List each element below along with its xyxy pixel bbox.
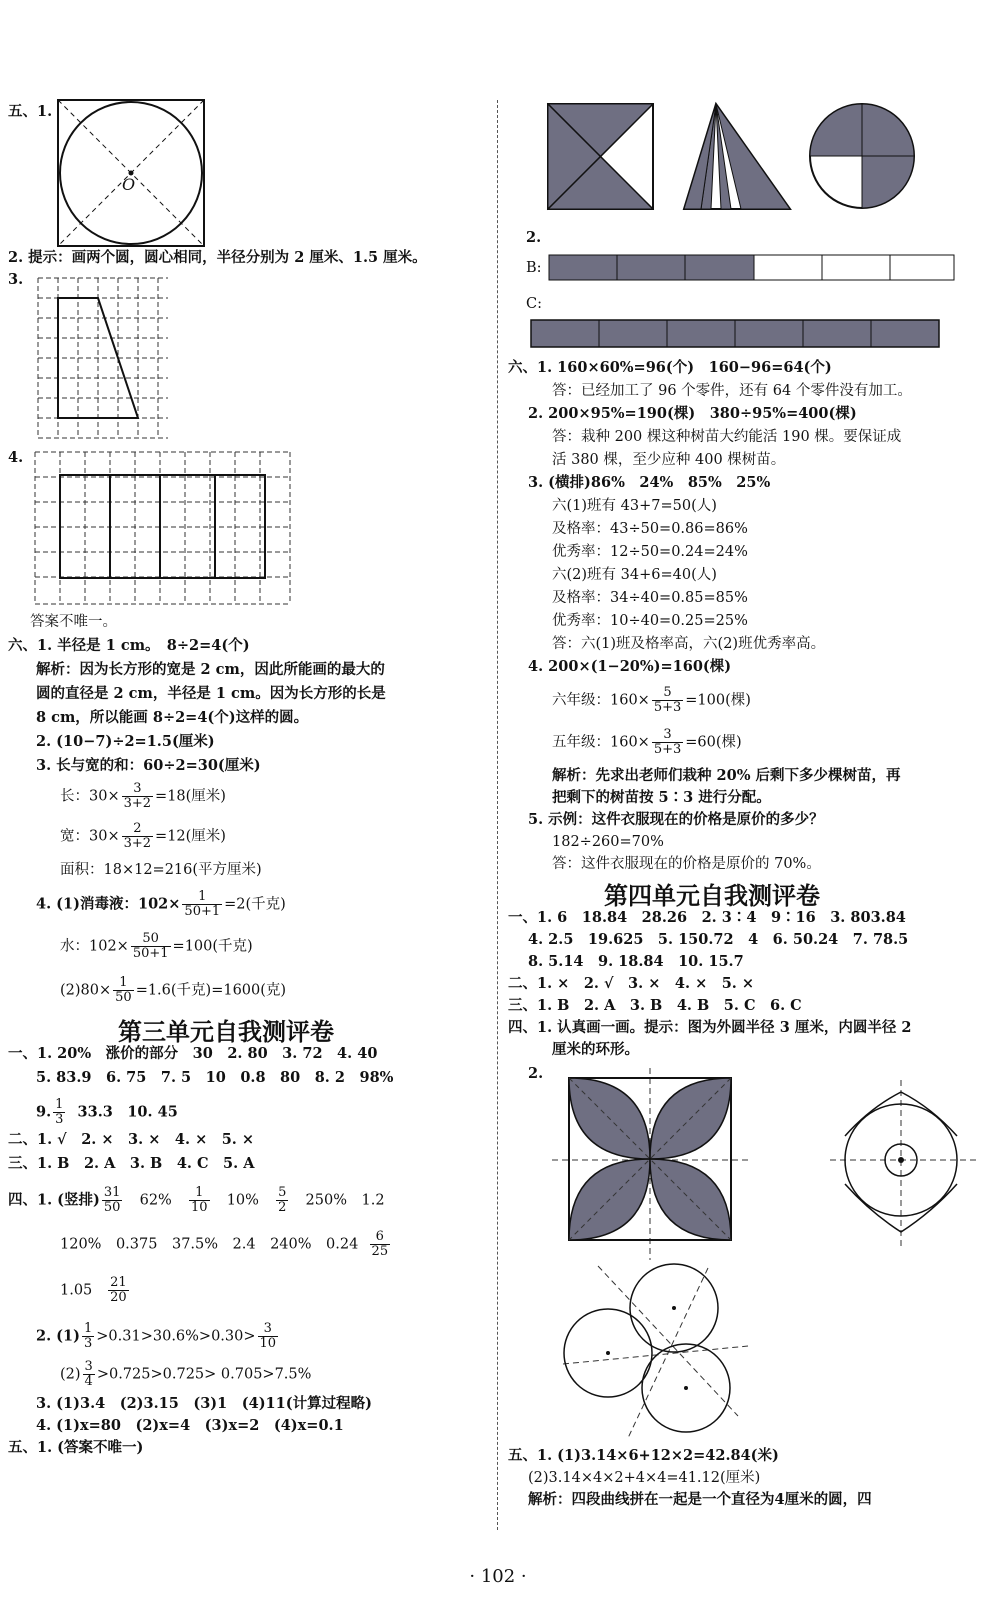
fraction: $\frac{1}{3}$ bbox=[84, 1321, 93, 1351]
r-liu-2-answer-1: 答：栽种 200 棵这种树苗大约能活 190 棵。要保证成 bbox=[552, 429, 902, 445]
u3-yi-5: 5. 83.9 6. 75 7. 5 10 0.8 80 8. 2 98% bbox=[36, 1069, 394, 1086]
u4-wu-1: 五、1. (1)3.14×6+12×2=42.84(米) bbox=[508, 1447, 779, 1464]
r-liu-3-d: 六(2)班有 34+6=40(人) bbox=[552, 567, 717, 583]
kuan-calc: 宽：30× $\frac{2}{3+2}$ =12(厘米) bbox=[60, 821, 226, 851]
u3-si-2-1: 2. (1) $\frac{1}{3}$ >0.31>30.6%>0.30> $\frac{3}{10}$ bbox=[36, 1321, 277, 1351]
liu-4b: (2)80× $\frac{1}{50}$ =1.6(千克)=1600(克) bbox=[60, 975, 287, 1005]
u3-yi-9: 9. $\frac{1}{3}$ 33.3 10. 45 bbox=[36, 1097, 178, 1127]
circle-in-square-figure bbox=[56, 98, 206, 248]
unit4-title: 第四单元自我测评卷 bbox=[604, 882, 820, 910]
fraction: $\frac{2}{3+2}$ bbox=[123, 821, 152, 851]
area-calc: 面积：18×12=216(平方厘米) bbox=[60, 862, 262, 878]
unit3-title: 第三单元自我测评卷 bbox=[118, 1018, 334, 1046]
fraction: $\frac{3}{5+3}$ bbox=[653, 727, 682, 757]
u3-si-1-row3: 1.05 $\frac{21}{20}$ bbox=[60, 1275, 127, 1305]
r-q2-label: 2. bbox=[526, 229, 542, 246]
fraction: $\frac{3}{4}$ bbox=[84, 1359, 93, 1389]
fraction: $\frac{3}{10}$ bbox=[259, 1321, 277, 1351]
r-liu-2-answer-2: 活 380 棵，至少应种 400 棵树苗。 bbox=[552, 452, 786, 468]
u4-er: 二、1. × 2. √ 3. × 4. × 5. × bbox=[508, 975, 755, 992]
not-unique-note: 答案不唯一。 bbox=[30, 614, 117, 630]
u3-si-1-row2: 120% 0.375 37.5% 2.4 240% 0.24 $\frac{6}{25}$ bbox=[60, 1229, 389, 1259]
fraction: $\frac{50}{50+1}$ bbox=[132, 931, 169, 961]
page-number: · 102 · bbox=[469, 1566, 527, 1587]
u4-yi-8: 8. 5.14 9. 18.84 10. 15.7 bbox=[528, 953, 744, 970]
u4-san: 三、1. B 2. A 3. B 4. B 5. C 6. C bbox=[508, 997, 802, 1014]
u4-wu-1-2: (2)3.14×4×2+4×4=41.12(厘米) bbox=[528, 1470, 761, 1486]
fraction: $\frac{3}{3+2}$ bbox=[123, 781, 152, 811]
fraction: $\frac{31}{50}$ bbox=[103, 1185, 121, 1215]
u3-yi-1: 一、1. 20% 涨价的部分 30 2. 80 3. 72 4. 40 bbox=[8, 1045, 378, 1062]
fraction: $\frac{1}{50}$ bbox=[115, 975, 132, 1005]
chang-calc: 长：30× $\frac{3}{3+2}$ =18(厘米) bbox=[60, 781, 226, 811]
u4-si-1: 四、1. 认真画一画。提示：图为外圆半径 3 厘米，内圆半径 2 bbox=[508, 1019, 912, 1036]
liu-4a: 4. (1)消毒液：102× $\frac{1}{50+1}$ =2(千克) bbox=[36, 889, 286, 919]
u3-er: 二、1. √ 2. × 3. × 4. × 5. × bbox=[8, 1131, 255, 1148]
circle-center-label: O bbox=[122, 175, 136, 194]
r-liu-4: 4. 200×(1−20%)=160(棵) bbox=[528, 658, 732, 675]
section-wu-1: 五、1. bbox=[8, 103, 53, 120]
bar-c bbox=[530, 318, 942, 350]
q3-grid-figure bbox=[36, 275, 172, 441]
u3-si-2-2: (2) $\frac{3}{4}$ >0.725>0.725> 0.705>7.5% bbox=[60, 1359, 312, 1389]
u3-si-3: 3. (1)3.4 (2)3.15 (3)1 (4)11(计算过程略) bbox=[36, 1395, 372, 1412]
r-liu-4-jiexi-1: 解析：先求出老师们栽种 20% 后剩下多少棵树苗，再 bbox=[552, 767, 901, 784]
liu-2: 2. (10−7)÷2=1.5(厘米) bbox=[36, 733, 215, 750]
leaf-pattern-figure bbox=[552, 1068, 752, 1260]
r-liu-3-b: 及格率：43÷50=0.86=86% bbox=[552, 521, 748, 537]
shaded-shapes-figure bbox=[544, 100, 944, 214]
jiexi-line-2: 圆的直径是 2 cm，半径是 1 cm。因为长方形的长是 bbox=[36, 685, 386, 702]
u3-si-4: 4. (1)x=80 (2)x=4 (3)x=2 (4)x=0.1 bbox=[36, 1417, 344, 1434]
u3-si-1: 四、1. (竖排) $\frac{31}{50}$ 62% $\frac{1}{10}$ 10% $\frac{5}{2}$ 250% 1.2 bbox=[8, 1185, 385, 1215]
r-liu-4-grade6: 六年级：160× $\frac{5}{5+3}$ =100(棵) bbox=[552, 685, 751, 715]
fraction: $\frac{6}{25}$ bbox=[371, 1229, 389, 1259]
q4-label: 4. bbox=[8, 449, 24, 466]
r-liu-5-b: 答：这件衣服现在的价格是原价的 70%。 bbox=[552, 856, 821, 872]
fraction: $\frac{5}{2}$ bbox=[278, 1185, 287, 1215]
column-divider bbox=[497, 100, 498, 1530]
r-liu-5-a: 182÷260=70% bbox=[552, 834, 664, 850]
liu-1: 六、1. 半径是 1 cm。 8÷2=4(个) bbox=[8, 637, 250, 654]
bar-c-label: C: bbox=[526, 296, 542, 312]
bar-b bbox=[548, 253, 958, 283]
fraction: $\frac{5}{5+3}$ bbox=[653, 685, 682, 715]
hint-q2: 2. 提示：画两个圆，圆心相同，半径分别为 2 厘米、1.5 厘米。 bbox=[8, 249, 427, 266]
q3-label: 3. bbox=[8, 271, 24, 288]
r-liu-1-answer: 答：已经加工了 96 个零件，还有 64 个零件没有加工。 bbox=[552, 383, 912, 399]
liu-3: 3. 长与宽的和：60÷2=30(厘米) bbox=[36, 757, 261, 774]
bar-b-label: B: bbox=[526, 260, 542, 276]
fraction: $\frac{1}{50+1}$ bbox=[184, 889, 221, 919]
r-liu-3-c: 优秀率：12÷50=0.24=24% bbox=[552, 544, 748, 560]
fraction: $\frac{1}{10}$ bbox=[191, 1185, 208, 1215]
fraction: $\frac{21}{20}$ bbox=[110, 1275, 127, 1305]
r-liu-3: 3. (横排)86% 24% 85% 25% bbox=[528, 474, 771, 491]
r-liu-3-f: 优秀率：10÷40=0.25=25% bbox=[552, 613, 748, 629]
fraction: $\frac{1}{3}$ bbox=[55, 1097, 64, 1127]
u4-wu-jiexi: 解析：四段曲线拼在一起是一个直径为4厘米的圆，四 bbox=[528, 1491, 872, 1508]
water-calc: 水：102× $\frac{50}{50+1}$ =100(千克) bbox=[60, 931, 253, 961]
r-liu-4-jiexi-2: 把剩下的树苗按 5∶3 进行分配。 bbox=[552, 789, 771, 806]
jiexi-line-1: 解析：因为长方形的宽是 2 cm，因此所能画的最大的 bbox=[36, 661, 385, 678]
u4-si-2-label: 2. bbox=[528, 1065, 544, 1082]
u4-si-1-b: 厘米的环形。 bbox=[552, 1041, 639, 1058]
r-liu-1: 六、1. 160×60%=96(个) 160−96=64(个) bbox=[508, 359, 832, 376]
r-liu-3-a: 六(1)班有 43+7=50(人) bbox=[552, 498, 717, 514]
u4-yi-1: 一、1. 6 18.84 28.26 2. 3∶4 9∶16 3. 803.84 bbox=[508, 909, 906, 926]
r-liu-3-g: 答：六(1)班及格率高，六(2)班优秀率高。 bbox=[552, 636, 826, 652]
r-liu-4-grade5: 五年级：160× $\frac{3}{5+3}$ =60(棵) bbox=[552, 727, 742, 757]
u4-yi-4: 4. 2.5 19.625 5. 150.72 4 6. 50.24 7. 78.5 bbox=[528, 931, 909, 948]
u3-san: 三、1. B 2. A 3. B 4. C 5. A bbox=[8, 1155, 255, 1172]
r-liu-5: 5. 示例：这件衣服现在的价格是原价的多少？ bbox=[528, 811, 824, 828]
q4-grid-figure bbox=[32, 450, 296, 608]
ring-diamond-figure bbox=[830, 1080, 980, 1250]
jiexi-line-3: 8 cm，所以能画 8÷2=4(个)这样的圆。 bbox=[36, 709, 309, 726]
u3-wu-1: 五、1. (答案不唯一) bbox=[8, 1439, 144, 1456]
r-liu-2: 2. 200×95%=190(棵) 380÷95%=400(棵) bbox=[528, 405, 857, 422]
three-circles-figure bbox=[558, 1256, 754, 1442]
r-liu-3-e: 及格率：34÷40=0.85=85% bbox=[552, 590, 748, 606]
